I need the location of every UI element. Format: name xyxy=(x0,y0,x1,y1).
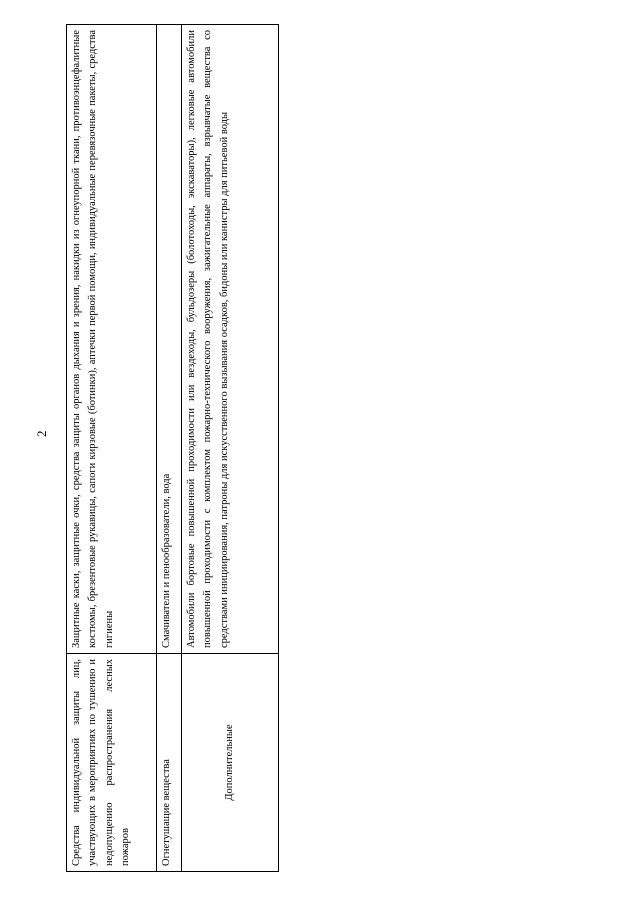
equipment-table xyxy=(66,24,279,872)
items-cell: Смачиватели и пенообразователи, вода xyxy=(157,25,182,654)
equipment-table-container xyxy=(66,25,278,872)
table-row xyxy=(182,25,279,872)
category-cell: Дополнительные xyxy=(182,654,279,872)
table-row xyxy=(157,25,182,872)
items-cell: Автомобили бортовые повышенной проходимости или вездеходы, бульдозеры (болотоходы, экскаваторы), легковые автомобили повышенной проходимости с комплектом пожарно-технического вооружения, зажигательные аппараты, взрывчатые вещества со средствами инициирования, патроны для искусственного вызывания осадков, бидоны или канистры для питьевой воды xyxy=(182,25,279,654)
category-cell: Огнетушащие вещества xyxy=(157,654,182,872)
page-number: 2 xyxy=(34,430,49,437)
items-cell: Защитные каски, защитные очки, средства защиты органов дыхания и зрения, накидки из огнеупорной ткани, противоэнцефалитные костюмы, брезентовые рукавицы, сапоги кирзовые (ботинки), аптечки первой помощи, индивидуальные перевязочные пакеты, средства гигиены xyxy=(67,25,157,654)
table-row xyxy=(67,25,157,872)
category-cell: Средства индивидуальной защиты лиц, участвующих в мероприятиях по тушению и недопущению распространения лесных пожаров xyxy=(67,654,157,872)
